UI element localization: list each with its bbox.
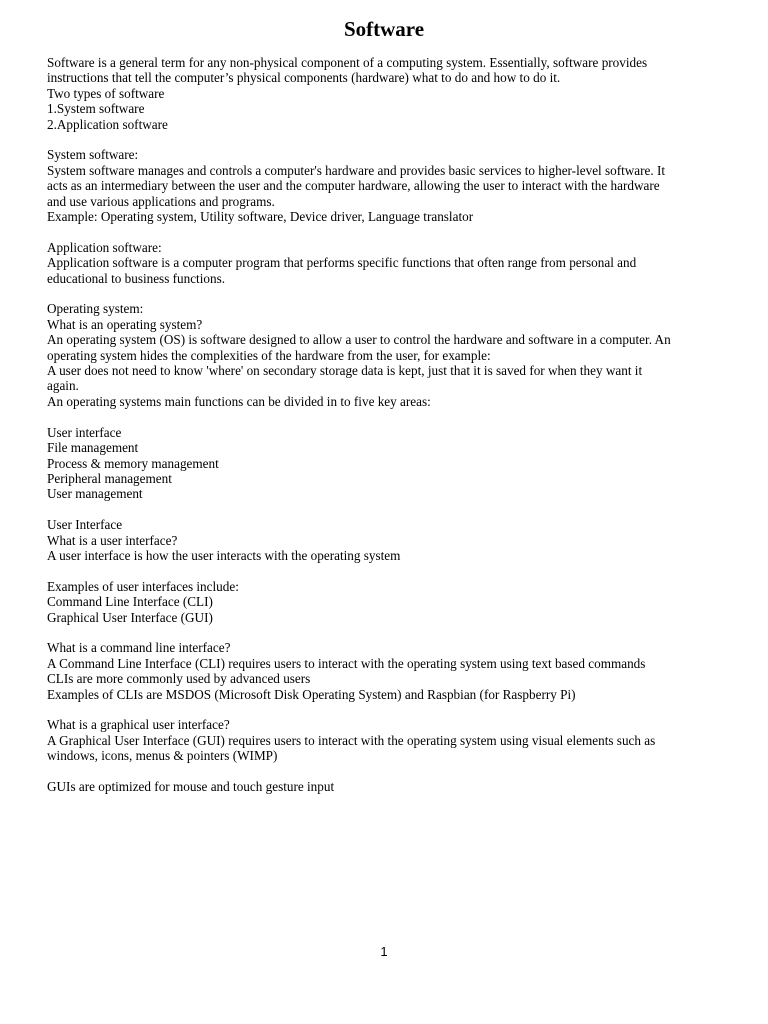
text-line: Peripheral management	[47, 470, 172, 486]
text-line: Software is a general term for any non-physical component of a computing system. Essentially, software provides	[47, 55, 648, 70]
document-body	[47, 55, 723, 794]
text-line: and use various applications and programs.	[47, 193, 275, 209]
text-line: A Graphical User Interface (GUI) requires users to interact with the operating system using visual elements such as	[47, 732, 656, 748]
text-line: A user interface is how the user interacts with the operating system	[47, 547, 401, 563]
paragraph-gap	[47, 702, 723, 717]
paragraph	[47, 579, 723, 625]
text-line: GUIs are optimized for mouse and touch gesture input	[47, 778, 335, 794]
paragraph-gap	[47, 625, 723, 640]
text-line: File management	[47, 440, 139, 456]
paragraph-gap	[47, 409, 723, 424]
paragraph	[47, 55, 723, 132]
text-line: System software:	[47, 147, 139, 163]
text-line: An operating system (OS) is software designed to allow a user to control the hardware and software in a computer. An	[47, 332, 671, 348]
text-line: Operating system:	[47, 301, 144, 317]
text-line: What is a graphical user interface?	[47, 717, 230, 733]
paragraph	[47, 517, 723, 563]
text-line: Application software:	[47, 239, 162, 255]
text-line: again.	[47, 378, 79, 394]
text-line: User interface	[47, 424, 122, 440]
page-number: 1	[380, 944, 388, 959]
paragraph-gap	[47, 286, 723, 301]
page-title: Software	[343, 17, 425, 41]
paragraph	[47, 301, 723, 409]
text-line: User Interface	[47, 517, 123, 533]
text-line: What is a command line interface?	[47, 640, 231, 656]
paragraph-gap	[47, 502, 723, 517]
text-line: 2.Application software	[47, 116, 168, 132]
text-line: User management	[47, 486, 143, 502]
text-line: Examples of CLIs are MSDOS (Microsoft Disk Operating System) and Raspbian (for Raspberry Pi)	[47, 686, 576, 702]
text-line: Two types of software	[47, 85, 165, 101]
paragraph	[47, 717, 723, 763]
paragraph	[47, 240, 723, 286]
paragraph-gap	[47, 764, 723, 779]
text-line: instructions that tell the computer’s physical components (hardware) what to do and how to do it.	[47, 70, 561, 86]
paragraph-gap	[47, 132, 723, 147]
text-line: educational to business functions.	[47, 270, 225, 286]
text-line: What is an operating system?	[47, 316, 203, 332]
text-line: CLIs are more commonly used by advanced users	[47, 671, 311, 687]
text-line: Process & memory management	[47, 455, 219, 471]
paragraph	[47, 147, 723, 224]
text-line: Application software is a computer program that performs specific functions that often range from personal and	[47, 255, 637, 271]
text-line: Examples of user interfaces include:	[47, 578, 239, 594]
text-line: operating system hides the complexities of the hardware from the user, for example:	[47, 347, 491, 363]
text-line: What is a user interface?	[47, 532, 178, 548]
text-line: Graphical User Interface (GUI)	[47, 609, 213, 625]
paragraph	[47, 425, 723, 502]
text-line: windows, icons, menus & pointers (WIMP)	[47, 748, 278, 764]
text-line: System software manages and controls a computer's hardware and provides basic services to higher-level software. It	[47, 162, 666, 178]
paragraph-gap	[47, 224, 723, 239]
text-line: A Command Line Interface (CLI) requires users to interact with the operating system using text based commands	[47, 655, 646, 671]
paragraph	[47, 640, 723, 702]
text-line: acts as an intermediary between the user and the computer hardware, allowing the user to interact with the hardware	[47, 178, 660, 194]
text-line: Example: Operating system, Utility software, Device driver, Language translator	[47, 209, 474, 225]
text-line: Command Line Interface (CLI)	[47, 594, 213, 610]
text-line: A user does not need to know 'where' on secondary storage data is kept, just that it is saved for when they want it	[47, 363, 643, 379]
text-line: An operating systems main functions can be divided in to five key areas:	[47, 393, 431, 409]
paragraph-gap	[47, 563, 723, 578]
paragraph	[47, 779, 723, 794]
text-line: 1.System software	[47, 101, 145, 117]
